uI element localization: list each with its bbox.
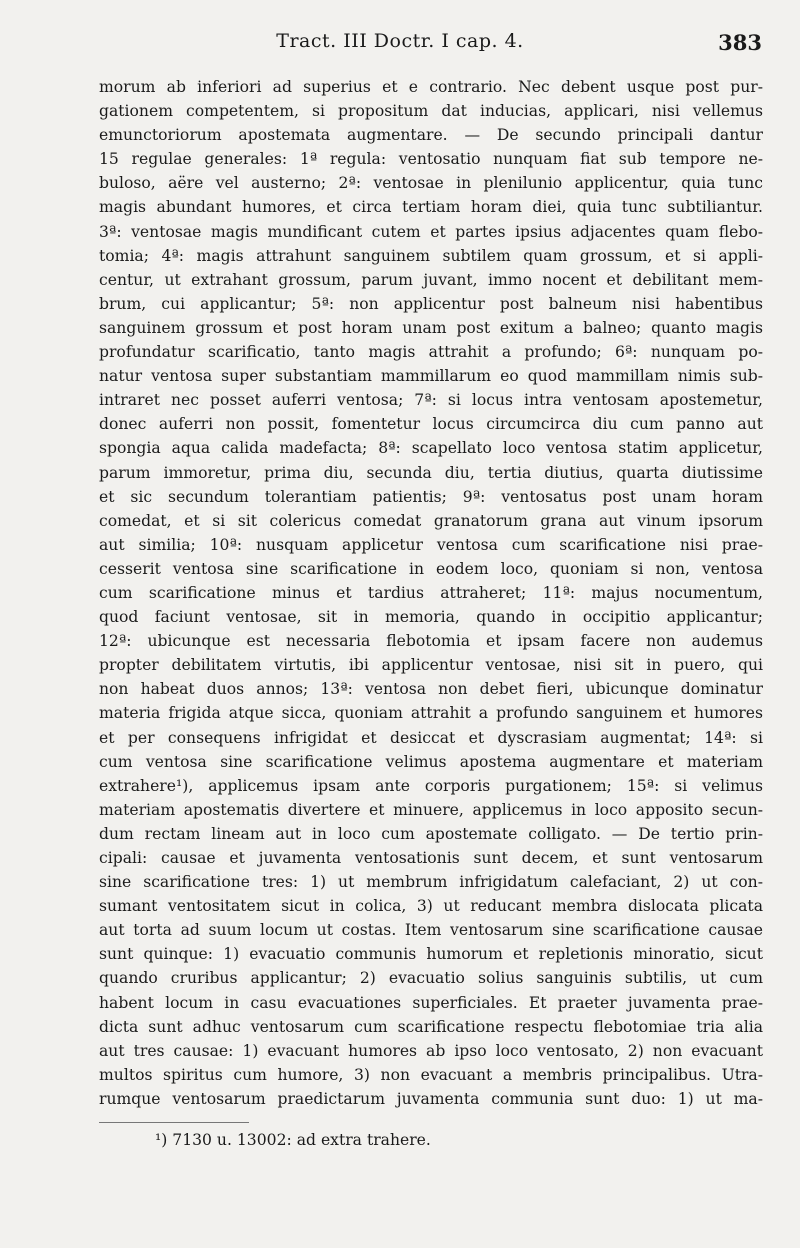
text-line: 15 regulae generales: 1ª regula: ventosatio nunquam fiat sub tempore ne- <box>99 150 763 169</box>
text-line: habent locum in casu evacuationes superficiales. Et praeter juvamenta prae- <box>99 993 763 1012</box>
body-text <box>99 75 763 1111</box>
text-line: sanguinem grossum et post horam unam post exitum a balneo; quanto magis <box>99 318 763 337</box>
text-line: sunt quinque: 1) evacuatio communis humorum et repletionis minoratio, sicut <box>99 945 763 964</box>
text-line: morum ab inferiori ad superius et e contrario. Nec debent usque post pur- <box>99 78 763 96</box>
text-line: comedat, et si sit colericus comedat granatorum grana aut vinum ipsorum <box>99 511 763 530</box>
text-line: cipali: causae et juvamenta ventosationis sunt decem, et sunt ventosarum <box>99 849 763 867</box>
text-line: rumque ventosarum praedictarum juvamenta communia sunt duo: 1) ut ma- <box>99 1089 763 1108</box>
text-line: materia frigida atque sicca, quoniam attrahit a profundo sanguinem et humores <box>99 704 763 723</box>
text-line: aut tres causae: 1) evacuant humores ab ipso loco ventosato, 2) non evacuant <box>99 1041 763 1060</box>
text-line: non habeat duos annos; 13ª: ventosa non debet fieri, ubicunque dominatur <box>99 680 763 699</box>
text-line: buloso, aëre vel austerno; 2ª: ventosae in plenilunio applicentur, quia tunc <box>99 174 763 193</box>
text-line: propter debilitatem virtutis, ibi applicentur ventosae, nisi sit in puero, qui <box>99 656 763 675</box>
text-line: spongia aqua calida madefacta; 8ª: scapellato loco ventosa statim applicetur, <box>99 439 763 458</box>
text-line: multos spiritus cum humore, 3) non evacuant a membris principalibus. Utra- <box>99 1065 763 1084</box>
text-line: intraret nec posset auferri ventosa; 7ª: si locus intra ventosam apostemetur, <box>99 391 763 410</box>
text-line: tomia; 4ª: magis attrahunt sanguinem subtilem quam grossum, et si appli- <box>99 246 763 265</box>
text-line: aut similia; 10ª: nusquam applicetur ventosa cum scarificatione nisi prae- <box>99 535 763 554</box>
text-line: emunctoriorum apostemata augmentare. — De secundo principali dantur <box>99 126 763 145</box>
text-line: et sic secundum tolerantiam patientis; 9ª: ventosatus post unam horam <box>99 487 763 506</box>
text-line: 12ª: ubicunque est necessaria flebotomia et ipsam facere non audemus <box>99 632 763 651</box>
text-line: donec auferri non possit, fomentetur locus circumcirca diu cum panno aut <box>99 415 763 434</box>
text-line: parum immoretur, prima diu, secunda diu, tertia diutius, quarta diutissime <box>99 463 763 482</box>
text-line: quod faciunt ventosae, sit in memoria, quando in occipitio applicantur; <box>99 608 763 627</box>
text-line: extrahere¹), applicemus ipsam ante corporis purgationem; 15ª: si velimus <box>99 776 763 795</box>
running-title: Tract. III Doctr. I cap. 4. <box>276 30 524 52</box>
text-line: sine scarificatione tres: 1) ut membrum infrigidatum calefaciant, 2) ut con- <box>99 873 763 892</box>
footnote: ¹) 7130 u. 13002: ad extra trahere. <box>155 1131 431 1149</box>
text-line: cum scarificatione minus et tardius attraheret; 11ª: majus nocumentum, <box>99 583 763 602</box>
page-number: 383 <box>718 30 762 55</box>
text-line: dum rectam lineam aut in loco cum apostemate colligato. — De tertio prin- <box>99 824 763 843</box>
text-line: aut torta ad suum locum ut costas. Item ventosarum sine scarificatione causae <box>99 921 763 940</box>
text-line: et per consequens infrigidat et desiccat et dyscrasiam augmentat; 14ª: si <box>99 728 763 747</box>
text-line: cum ventosa sine scarificatione velimus apostema augmentare et materiam <box>99 752 763 771</box>
text-line: sumant ventositatem sicut in colica, 3) ut reducant membra dislocata plicata <box>99 897 763 916</box>
text-line: magis abundant humores, et circa tertiam horam diei, quia tunc subtiliantur. <box>99 198 763 217</box>
text-line: quando cruribus applicantur; 2) evacuatio solius sanguinis subtilis, ut cum <box>99 969 763 988</box>
text-line: materiam apostematis divertere et minuere, applicemus in loco apposito secun- <box>99 800 763 819</box>
running-head <box>0 30 800 60</box>
text-line: cesserit ventosa sine scarificatione in eodem loco, quoniam si non, ventosa <box>99 559 763 578</box>
text-line: gationem competentem, si propositum dat inducias, applicari, nisi vellemus <box>99 102 763 121</box>
text-line: dicta sunt adhuc ventosarum cum scarificatione respectu flebotomiae tria alia <box>99 1017 763 1036</box>
footnote-rule <box>99 1122 249 1123</box>
text-line: profundatur scarificatio, tanto magis attrahit a profundo; 6ª: nunquam po- <box>99 343 763 362</box>
text-line: centur, ut extrahant grossum, parum juvant, immo nocent et debilitant mem- <box>99 270 763 289</box>
text-line: 3ª: ventosae magis mundificant cutem et partes ipsius adjacentes quam flebo- <box>99 222 763 241</box>
text-line: natur ventosa super substantiam mammillarum eo quod mammillam nimis sub- <box>99 367 763 386</box>
text-line: brum, cui applicantur; 5ª: non applicentur post balneum nisi habentibus <box>99 294 763 313</box>
